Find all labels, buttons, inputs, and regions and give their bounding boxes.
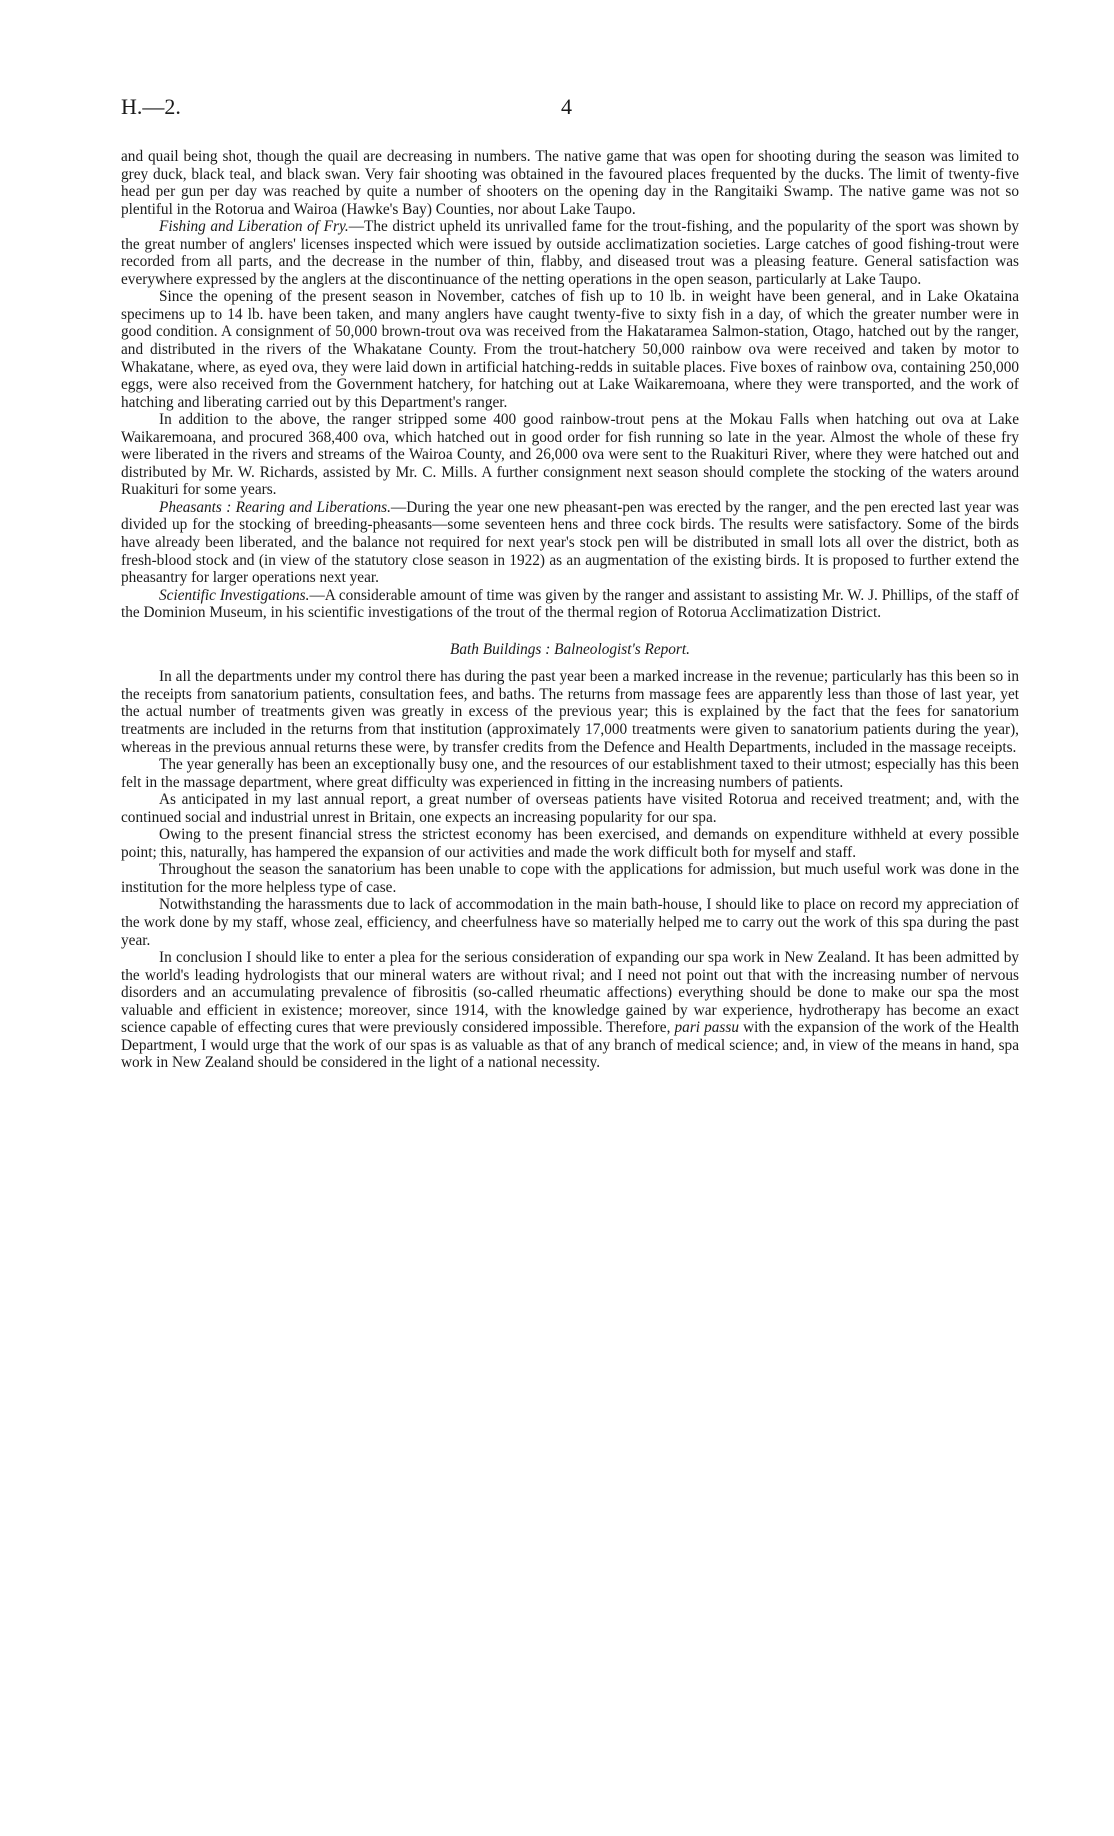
paragraph-fishing	[121, 218, 1019, 288]
report-paragraph-sanatorium: Throughout the season the sanatorium has been unable to cope with the applications for admission, but much useful work was done in the institution for the more helpless type of case.	[121, 861, 1019, 896]
heading-scientific: Scientific Investigations.	[159, 586, 310, 604]
conclusion-text-before: In conclusion I should like to enter a plea for the serious consideration of expanding our spa work in New Zealand. It has been admitted by the world's leading hydrologists that our mineral waters are without rival; and I need not point out that with the increasing number of nervous disorders and an accumulating prevalence of fibrositis (so-called rheumatic affections) everything should be done to make our spa the most valuable and efficient in existence; moreover, since 1914, with the knowledge gained by war experience, hydrotherapy has become an exact science capable of effecting cures that were previously considered impossible. Therefore,	[121, 949, 1019, 1037]
paragraph-mokau-falls: In addition to the above, the ranger stripped some 400 good rainbow-trout pens at the Mokau Falls when hatching out ova at Lake Waikaremoana, and procured 368,400 ova, which hatched out in good order for fish running so late in the year. Almost the whole of these fry were liberated in the rivers and streams of the Wairoa County, and 26,000 ova were sent to the Ruakituri River, where they were hatched out and distributed by Mr. W. Richards, assisted by Mr. C. Mills. A further consignment next season should complete the stocking of the waters around Ruakituri for some years.	[121, 411, 1019, 499]
heading-fishing: Fishing and Liberation of Fry.	[159, 218, 349, 236]
report-paragraph-staff: Notwithstanding the harassments due to lack of accommodation in the main bath-house, I should like to place on record my appreciation of the work done by my staff, whose zeal, efficiency, and cheerfulness have so materially helped me to carry out the work of this spa during the past year.	[121, 896, 1019, 949]
report-paragraph-conclusion	[121, 949, 1019, 1072]
paragraph-scientific	[121, 587, 1019, 622]
paragraph-native-game: and quail being shot, though the quail are decreasing in numbers. The native game that was open for shooting during the season was limited to grey duck, black teal, and black swan. Very fair shooting was obtained in the favoured places frequented by the ducks. The limit of twenty-five head per gun per day was reached by quite a number of shooters on the opening day in the Rangitaiki Swamp. The native game was not so plentiful in the Rotorua and Wairoa (Hawke's Bay) Counties, nor about Lake Taupo.	[121, 148, 1019, 218]
conclusion-italic-phrase: pari passu	[674, 1019, 739, 1037]
paragraph-fishing-text: —The district upheld its unrivalled fame for the trout-fishing, and the popularity of the sport was shown by the great number of anglers' licenses inspected which were issued by outside acclimatization societies. Large catches of good fishing-trout were recorded from all parts, and the decrease in the number of thin, flabby, and diseased trout was a pleasing feature. General satisfaction was everywhere expressed by the anglers at the discontinuance of the netting operations in the open season, particularly at Lake Taupo.	[121, 218, 1019, 288]
report-paragraph-revenue: In all the departments under my control there has during the past year been a marked increase in the revenue; particularly has this been so in the receipts from sanatorium patients, consultation fees, and baths. The returns from massage fees are apparently less than those of last year, yet the actual number of treatments given was greatly in excess of the previous year; this is explained by the fact that the fees for sanatorium treatments are included in the returns from that institution (approximately 17,000 treatments were given to sanatorium patients during the year), whereas in the previous annual returns these were, by transfer credits from the Defence and Health Departments, included in the massage receipts.	[121, 668, 1019, 756]
page-header	[121, 94, 1011, 124]
heading-pheasants: Pheasants : Rearing and Liberations.	[159, 498, 391, 516]
paragraph-pheasants-text: —During the year one new pheasant-pen was erected by the ranger, and the pen erected last year was divided up for the stocking of breeding-pheasants—some seventeen hens and three cock birds. The results were satisfactory. Some of the birds have already been liberated, and the balance not required for next year's stock pen will be distributed in small lots all over the district, both as fresh-blood stock and (in view of the statutory close season in 1922) as an augmentation of the existing birds. It is proposed to further extend the pheasantry for larger operations next year.	[121, 498, 1019, 587]
report-paragraph-busy-year: The year generally has been an exceptionally busy one, and the resources of our establishment taxed to their utmost; especially has this been felt in the massage department, where great difficulty was experienced in fitting in the increasing numbers of patients.	[121, 756, 1019, 791]
paragraph-season-catches: Since the opening of the present season in November, catches of fish up to 10 lb. in weight have been general, and in Lake Okataina specimens up to 14 lb. have been taken, and many anglers have caught twenty-five to sixty fish in a day, of which the greater number were in good condition. A consignment of 50,000 brown-trout ova was received from the Hakataramea Salmon-station, Otago, hatched out by the ranger, and distributed in the rivers of the Whakatane County. From the trout-hatchery 50,000 rainbow ova were received and taken by motor to Whakatane, where, as eyed ova, they were laid down in artificial hatching-redds in suitable places. Five boxes of rainbow ova, containing 250,000 eggs, were also received from the Government hatchery, for hatching out at Lake Waikaremoana, where they were transported, and the work of hatching and liberating carried out by this Department's ranger.	[121, 288, 1019, 411]
document-code: H.—2.	[121, 94, 181, 119]
paragraph-scientific-text: —A considerable amount of time was given by the ranger and assistant to assisting Mr. W. J. Phillips, of the staff of the Dominion Museum, in his scientific investigations of the trout of the thermal region of Rotorua Acclimatization District.	[121, 586, 1020, 622]
page-body	[121, 148, 1019, 1072]
page-number: 4	[561, 94, 572, 119]
conclusion-text-after: with the expansion of the work of the Health Department, I would urge that the work of our spas is as valuable as that of any branch of medical science; and, in view of the means in hand, spa work in New Zealand should be considered in the light of a national necessity.	[121, 1019, 1019, 1072]
section-title-bath-buildings: Bath Buildings : Balneologist's Report.	[450, 640, 690, 658]
report-paragraph-overseas: As anticipated in my last annual report, a great number of overseas patients have visited Rotorua and received treatment; and, with the continued social and industrial unrest in Britain, one expects an increasing popularity for our spa.	[121, 791, 1019, 826]
report-paragraph-economy: Owing to the present financial stress the strictest economy has been exercised, and demands on expenditure withheld at every possible point; this, naturally, has hampered the expansion of our activities and made the work difficult both for myself and staff.	[121, 826, 1019, 861]
paragraph-pheasants	[121, 499, 1019, 587]
